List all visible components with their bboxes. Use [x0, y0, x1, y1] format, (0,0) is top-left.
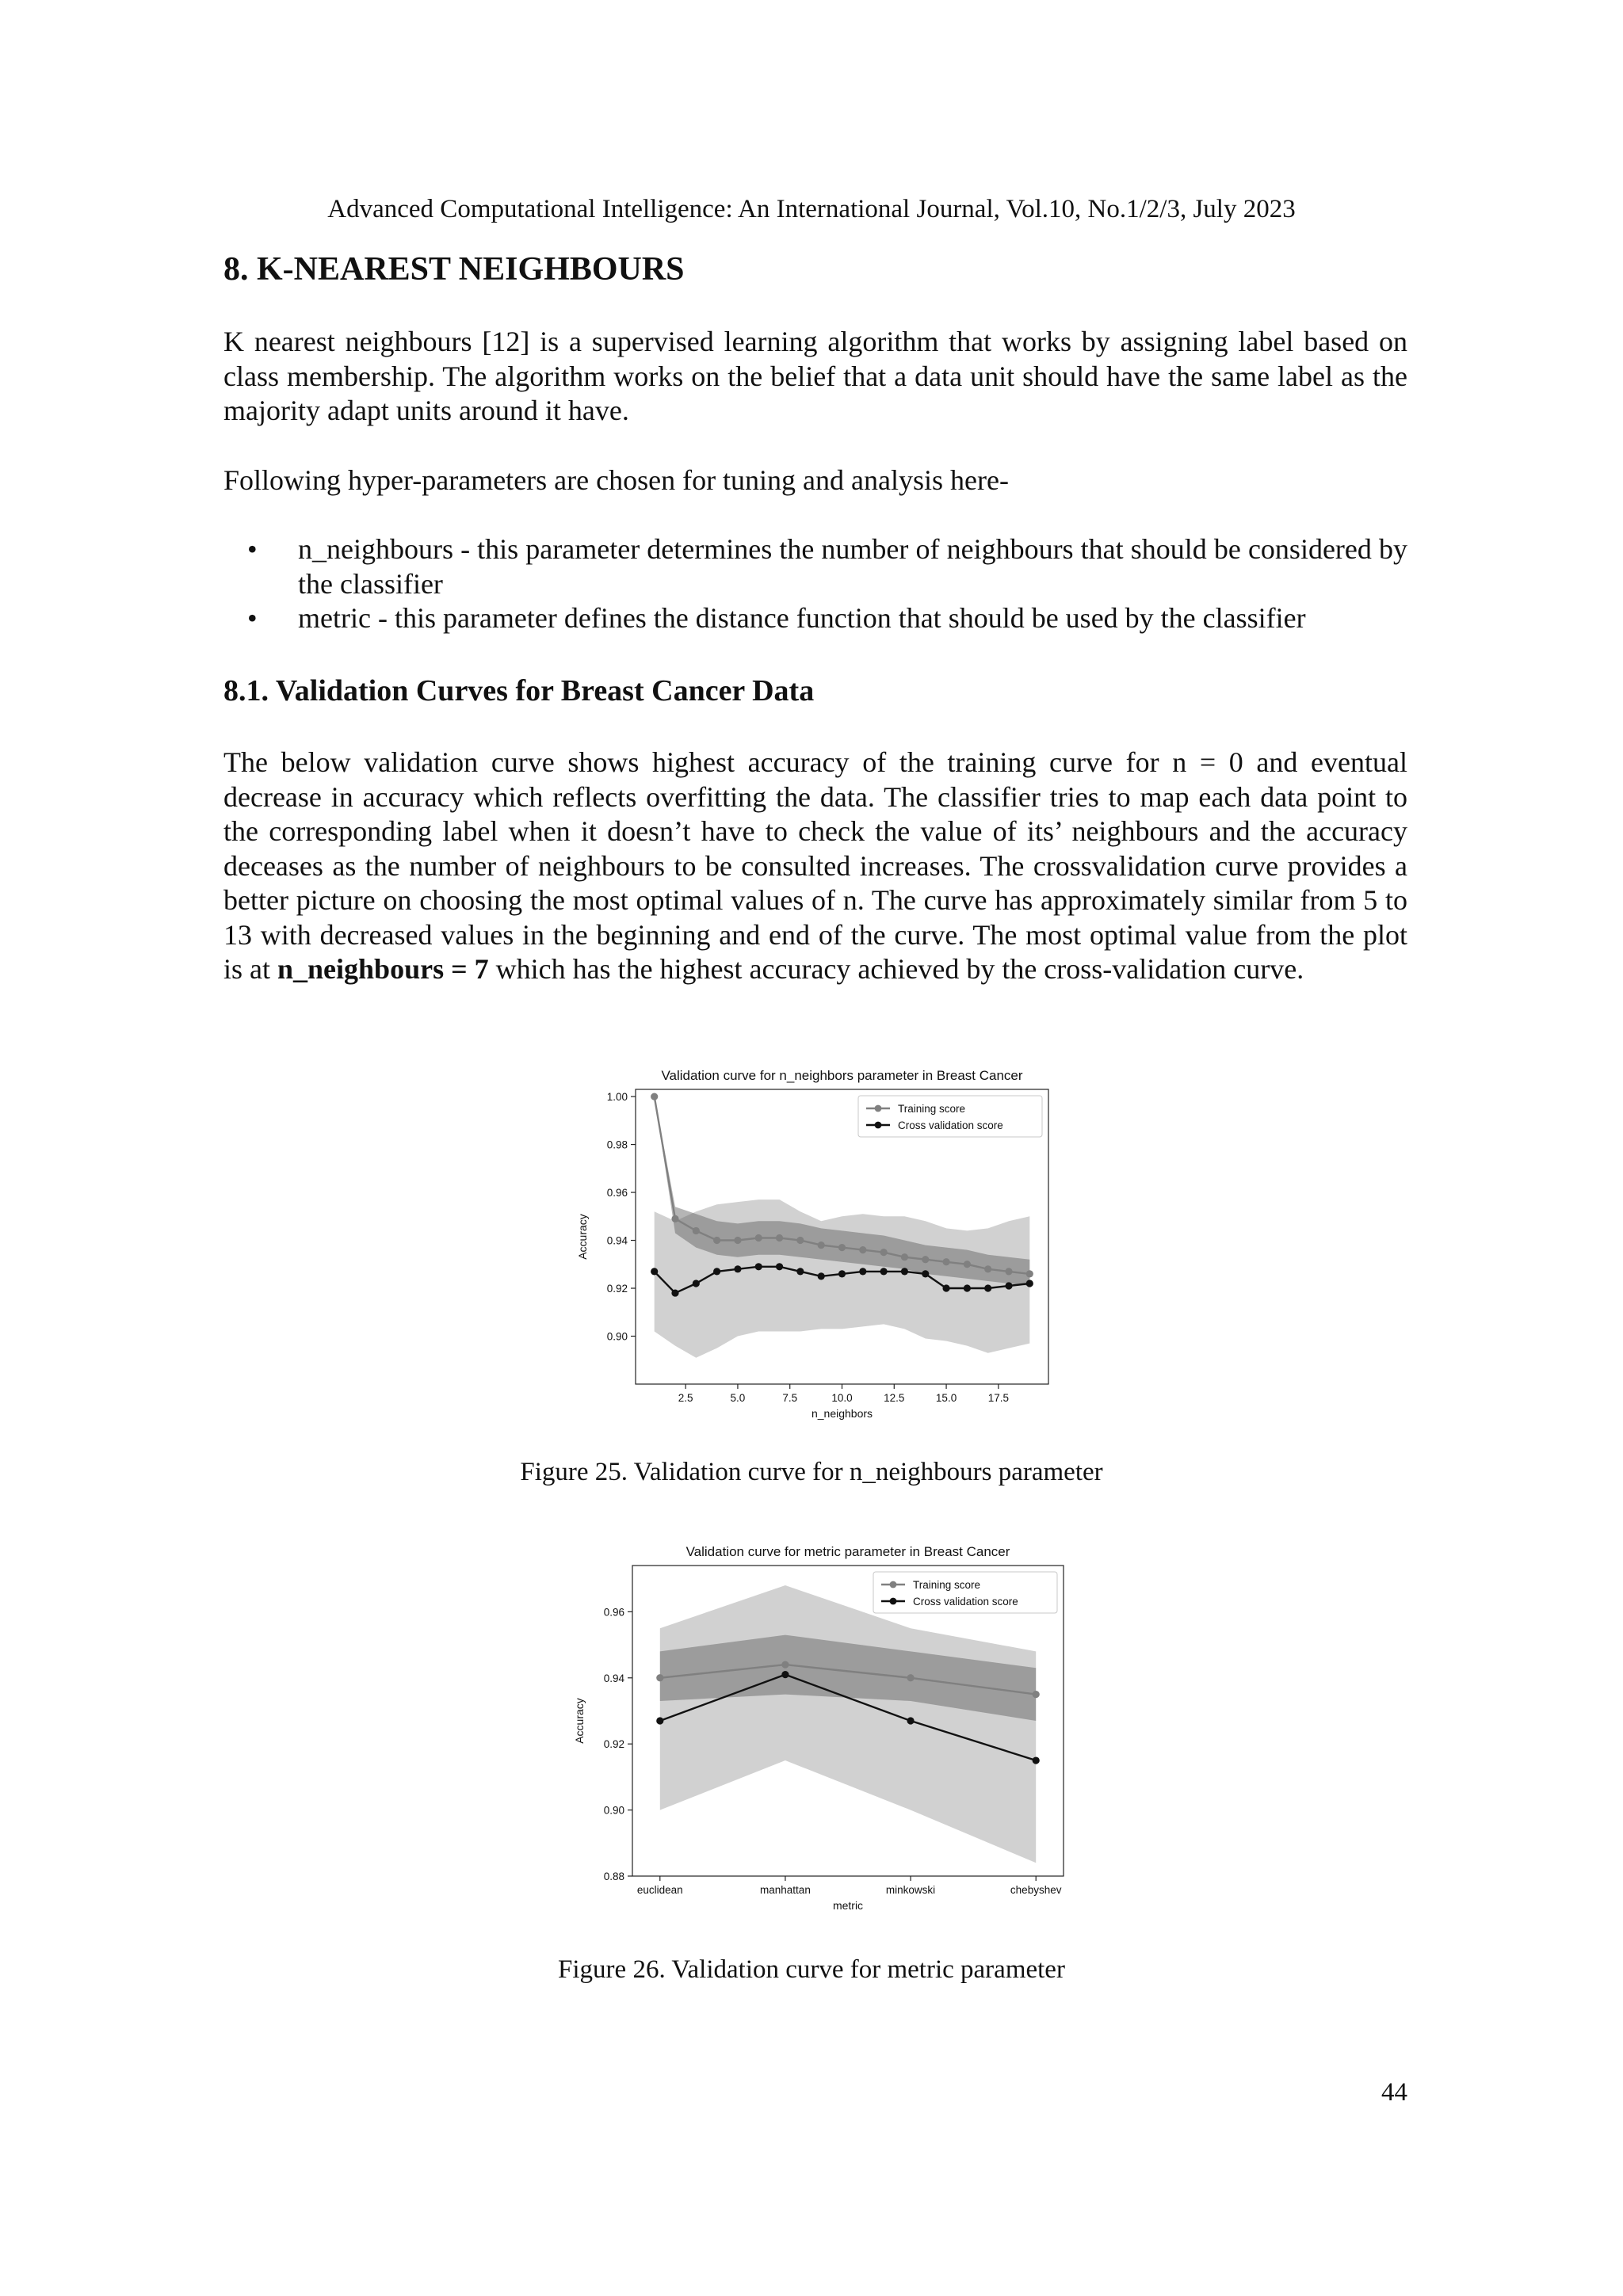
x-tick-label: chebyshev [1010, 1884, 1062, 1896]
data-point [942, 1258, 949, 1265]
x-axis-label: metric [832, 1899, 864, 1912]
data-point [818, 1272, 825, 1280]
x-tick-label: 5.0 [730, 1392, 746, 1404]
list-item [223, 601, 1407, 636]
legend-marker [875, 1105, 882, 1112]
data-point [734, 1265, 741, 1272]
paragraph-text: The below validation curve shows highest accuracy of the training curve for n = 0 and eventual decrease in accuracy which reflects overfitting the data. The classifier tries to map each data point to the corresponding label when it doesn’t have to check the value of its’ neighbours and the accuracy deceases as the number of neighbours to be consulted increases. The crossvalidation curve provides a better picture on choosing the most optimal values of n. The curve has approximately similar from 5 to 13 with decreased values in the beginning and end of the curve. The most optimal value from the plot is at [223, 746, 1407, 985]
page-number: 44 [1381, 2078, 1407, 2107]
data-point [984, 1265, 991, 1272]
data-point [880, 1268, 888, 1275]
highlighted-value: n_neighbours = 7 [277, 953, 489, 985]
data-point [776, 1263, 783, 1270]
data-point [693, 1280, 700, 1287]
y-tick-label: 0.92 [606, 1283, 628, 1295]
data-point [656, 1717, 663, 1724]
figure-caption: Figure 25. Validation curve for n_neighbours parameter [520, 1458, 1103, 1486]
paragraph-hyperparameters: Following hyper-parameters are chosen for tuning and analysis here- [223, 464, 1009, 496]
legend-marker [890, 1598, 897, 1605]
data-point [755, 1234, 762, 1241]
data-point [713, 1237, 720, 1244]
chart-title: Validation curve for metric parameter in Breast Cancer [685, 1544, 1010, 1559]
data-point [907, 1717, 914, 1724]
data-point [671, 1215, 678, 1222]
data-point [942, 1284, 949, 1291]
y-axis-label: Accuracy [576, 1214, 589, 1260]
legend-label: Cross validation score [913, 1596, 1018, 1608]
y-tick-label: 0.90 [603, 1804, 624, 1817]
data-point [671, 1289, 678, 1296]
data-point [964, 1284, 971, 1291]
x-tick-label: manhattan [760, 1884, 811, 1896]
data-point [1026, 1270, 1033, 1277]
y-tick-label: 0.92 [603, 1738, 624, 1751]
subsection-title: 8.1. Validation Curves for Breast Cancer Data [223, 674, 815, 707]
data-point [796, 1237, 804, 1244]
hyperparameter-list [223, 532, 1407, 636]
data-point [901, 1253, 908, 1261]
x-tick-label: 15.0 [935, 1392, 957, 1404]
chart-metric [559, 1533, 1083, 1926]
data-point [859, 1246, 866, 1253]
legend-marker [875, 1122, 882, 1129]
data-point [693, 1227, 700, 1234]
data-point [880, 1249, 888, 1256]
paragraph-intro: K nearest neighbours [12] is a supervised learning algorithm that works by assigning label based on class membership. The algorithm works on the belief that a data unit should have the same label as the majority adapt units around it have. [223, 326, 1407, 426]
list-item-text: n_neighbours - this parameter determines the number of neighbours that should be considered by the classifier [298, 533, 1407, 600]
data-point [1033, 1756, 1040, 1764]
figure-caption: Figure 26. Validation curve for metric parameter [558, 1955, 1065, 1984]
list-item [223, 532, 1407, 601]
y-tick-label: 0.88 [603, 1871, 624, 1882]
x-tick-label: 10.0 [831, 1392, 853, 1404]
running-header: Advanced Computational Intelligence: An International Journal, Vol.10, No.1/2/3, July 2023 [327, 195, 1296, 223]
data-point [1026, 1280, 1033, 1287]
data-point [734, 1237, 741, 1244]
data-point [651, 1268, 658, 1275]
data-point [838, 1270, 846, 1277]
x-tick-label: 17.5 [987, 1392, 1009, 1404]
data-point [922, 1270, 929, 1277]
legend-label: Cross validation score [898, 1119, 1003, 1131]
list-item-text: metric - this parameter defines the distance function that should be used by the classifier [298, 602, 1306, 634]
y-tick-label: 0.94 [603, 1672, 624, 1684]
data-point [964, 1261, 971, 1268]
legend-marker [890, 1581, 897, 1589]
data-point [781, 1671, 789, 1678]
confidence-band [660, 1585, 1036, 1863]
data-point [859, 1268, 866, 1275]
data-point [776, 1234, 783, 1241]
y-tick-label: 0.96 [606, 1187, 628, 1199]
paragraph-analysis [223, 746, 1407, 987]
y-tick-label: 0.98 [606, 1138, 628, 1151]
chart-n-neighbors [567, 1060, 1067, 1425]
data-point [796, 1268, 804, 1275]
data-point [984, 1284, 991, 1291]
data-point [1005, 1268, 1012, 1275]
data-point [651, 1093, 658, 1100]
data-point [907, 1674, 914, 1681]
data-point [838, 1244, 846, 1251]
x-axis-label: n_neighbors [811, 1407, 873, 1420]
x-tick-label: euclidean [636, 1884, 683, 1896]
y-axis-label: Accuracy [573, 1698, 586, 1744]
y-tick-label: 1.00 [606, 1091, 628, 1104]
y-tick-label: 0.90 [606, 1330, 628, 1343]
bullet-symbol: • [247, 602, 258, 634]
legend-label: Training score [898, 1103, 966, 1115]
x-tick-label: 7.5 [782, 1392, 798, 1404]
data-point [755, 1263, 762, 1270]
legend-label: Training score [913, 1579, 981, 1591]
x-tick-label: 2.5 [678, 1392, 693, 1404]
data-point [713, 1268, 720, 1275]
section-title: 8. K-NEAREST NEIGHBOURS [223, 251, 685, 288]
data-point [922, 1256, 929, 1263]
data-point [1033, 1691, 1040, 1698]
data-point [818, 1241, 825, 1249]
chart-title: Validation curve for n_neighbors parameter in Breast Cancer [661, 1068, 1023, 1083]
y-tick-label: 0.96 [603, 1606, 624, 1619]
data-point [901, 1268, 908, 1275]
x-tick-label: minkowski [885, 1884, 936, 1896]
x-tick-label: 12.5 [884, 1392, 905, 1404]
paragraph-text: which has the highest accuracy achieved by the cross-validation curve. [488, 953, 1304, 985]
data-point [1005, 1282, 1012, 1289]
data-point [781, 1661, 789, 1669]
data-point [656, 1674, 663, 1681]
y-tick-label: 0.94 [606, 1234, 628, 1247]
bullet-symbol: • [247, 533, 258, 565]
